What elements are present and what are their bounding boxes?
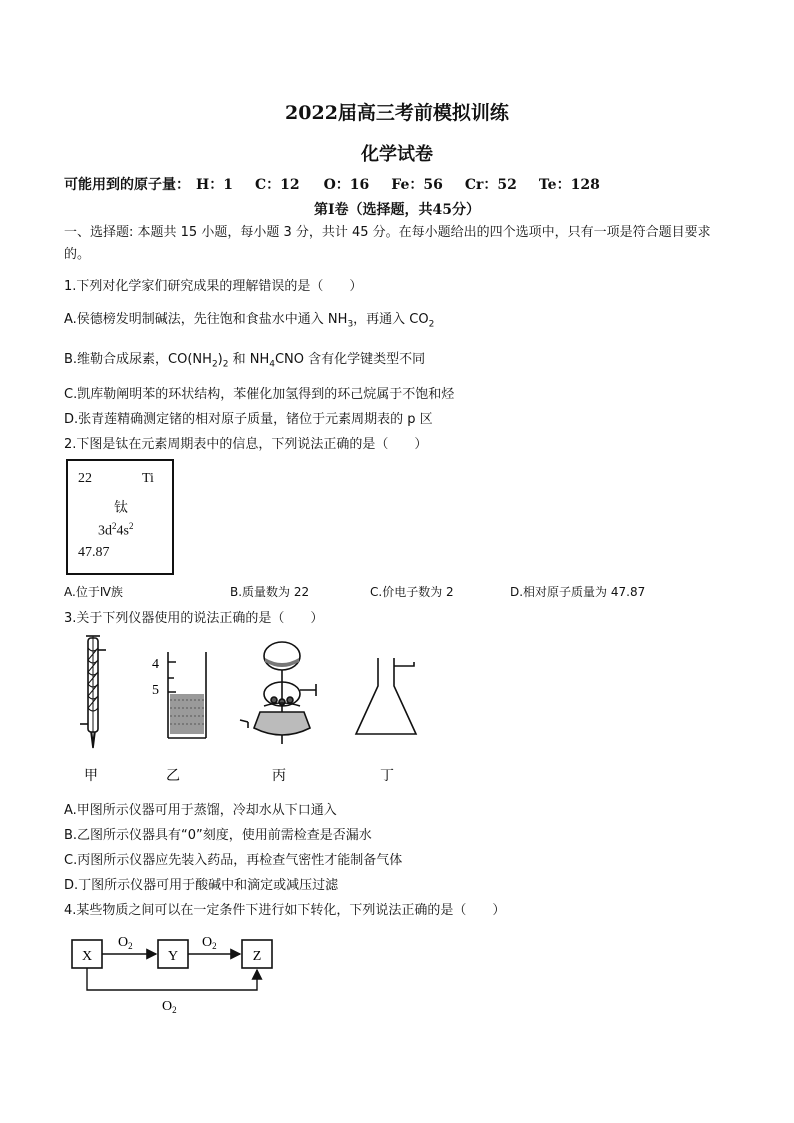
paper-subtitle: 化学试卷 [361,144,433,165]
mass-te: Te：128 [538,177,600,193]
q2-option-c: C.价电子数为 2 [370,585,454,599]
q2-stem: 2.下图是钛在元素周期表中的信息，下列说法正确的是（ ） [64,437,428,452]
electron-config: $3d^24s^2$ [98,521,134,539]
element-symbol: Ti [142,471,154,486]
element-name: 钛 [114,500,128,516]
arrow-label-3: $O_2$ [162,999,177,1015]
node-z: Z [252,949,262,964]
q3-option-c: C.丙图所示仪器应先装入药品，再检查气密性才能制备气体 [64,853,403,868]
arrow-x-z [87,968,257,990]
condenser-drawing [80,636,106,748]
q1-option-d: D.张青莲精确测定锗的相对原子质量，锗位于元素周期表的 p 区 [64,412,433,427]
q2-option-a: A.位于Ⅳ族 [64,585,123,599]
mass-h: H：1 [196,177,233,193]
mass-cr: Cr：52 [464,177,517,193]
node-y: Y [167,949,179,964]
q1-option-a: A.侯德榜发明制碱法，先往饱和食盐水中通入 $NH_3$，再通入 $CO_2$ [64,312,435,330]
q3-apparatus-figure [60,628,480,788]
q3-stem: 3.关于下列仪器使用的说法正确的是（ ） [64,611,324,626]
q1-stem: 1.下列对化学家们研究成果的理解错误的是（ ） [64,279,363,294]
atomic-number: 22 [78,471,92,486]
label-ding: 丁 [380,769,394,784]
q4-conversion-diagram [62,924,302,1024]
label-bing: 丙 [272,769,286,784]
suction-flask-drawing [356,658,416,734]
section-instructions: 一、选择题: 本题共 15 小题，每小题 3 分，共计 45 分。在每小题给出的四个选项中，只有一项是符合题目要求的。 [64,225,711,262]
mass-c: C：12 [254,177,300,193]
label-jia: 甲 [84,769,98,784]
node-x: X [81,949,93,964]
measuring-cylinder-drawing [168,652,206,738]
q1-option-b: B.维勒合成尿素，$CO(NH_2)_2$ 和 $NH_4CNO$ 含有化学键类型不同 [64,352,426,370]
atomic-masses-label: 可能用到的原子量： [64,177,190,193]
mass-o: O：16 [323,177,370,193]
q3-option-a: A.甲图所示仪器可用于蒸馏，冷却水从下口通入 [64,803,337,818]
element-card-titanium [66,459,174,575]
q3-option-b: B.乙图所示仪器具有“0”刻度，使用前需检查是否漏水 [64,828,372,843]
paper-title: 2022届高三考前模拟训练 [285,102,509,124]
q2-option-d: D.相对原子质量为 47.87 [510,585,646,599]
arrow-label-1: $O_2$ [118,935,133,951]
section-title: 第Ⅰ卷（选择题，共45分） [313,202,481,218]
scale-5: 5 [152,683,159,698]
scale-4: 4 [152,657,159,672]
arrow-label-2: $O_2$ [202,935,217,951]
q3-option-d: D.丁图所示仪器可用于酸碱中和滴定或减压过滤 [64,878,339,893]
kipp-apparatus-drawing [240,642,316,744]
atomic-mass: 47.87 [78,545,110,560]
mass-fe: Fe：56 [391,177,443,193]
atomic-masses [64,174,606,194]
label-yi: 乙 [166,769,180,784]
q1-option-c: C.凯库勒阐明苯的环状结构，苯催化加氢得到的环己烷属于不饱和烃 [64,387,455,402]
q4-stem: 4.某些物质之间可以在一定条件下进行如下转化，下列说法正确的是（ ） [64,903,506,918]
q2-option-b: B.质量数为 22 [230,585,310,599]
